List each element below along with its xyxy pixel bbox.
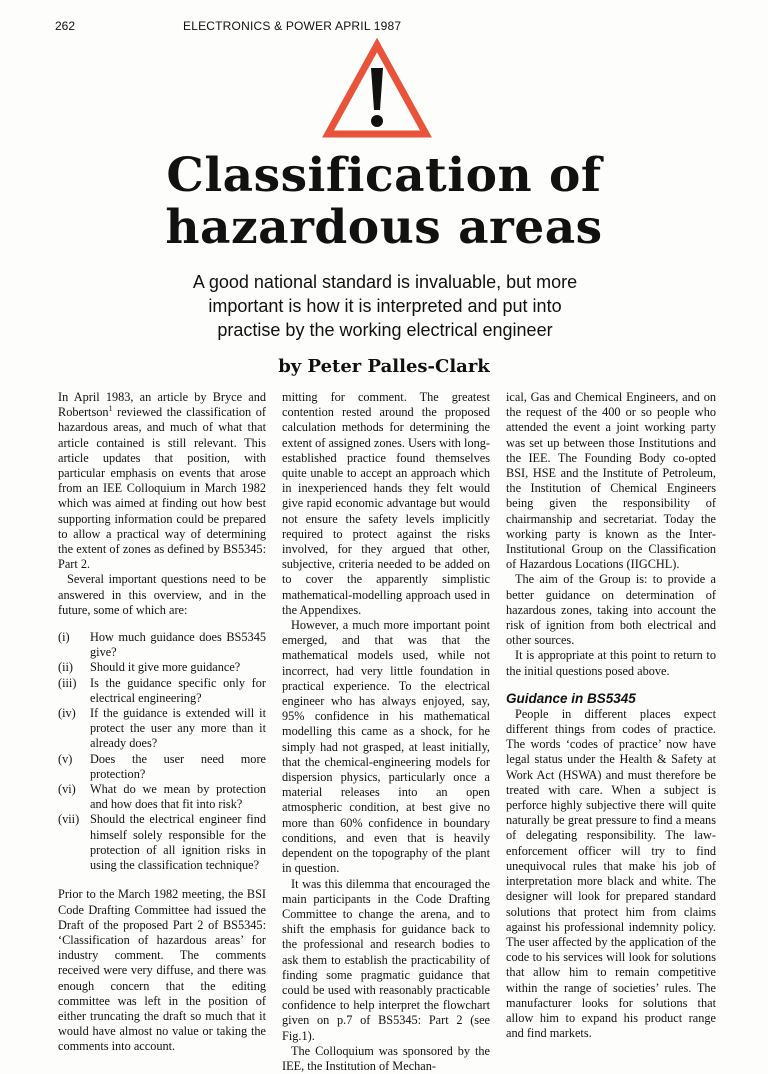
paragraph: Prior to the March 1982 meeting, the BSI Code Drafting Committee had issued the Draft of the proposed Part 2 of BS5345: ‘Classification of hazardous areas’ for industry comment. The comments received were very diffuse, and there was enough concern that the editing committee was left in the position of either truncating the draft so much that it would have almost no value or taking the comments into account. [58, 887, 266, 1054]
warning-triangle-icon [322, 38, 432, 140]
list-item: (v) Does the user need more protection? [58, 751, 266, 781]
paragraph: It was this dilemma that encouraged the main participants in the Code Drafting Committee to change the arena, and to shift the emphasis for guidance back to the professional and research bodies to ask them to establish the practicability of finding some pragmatic guidance that could be used with reasonably practicable confidence to help interpret the flowchart given on p.7 of BS5345: Part 2 (see Fig.1). [282, 876, 490, 1043]
author-byline: by Peter Palles-Clark [278, 356, 490, 377]
reference-superscript: 1 [108, 404, 113, 414]
text-column-1 [58, 390, 266, 1054]
list-item: (vi) What do we mean by protection and how does that fit into risk? [58, 782, 266, 812]
section-heading: Guidance in BS5345 [506, 690, 636, 706]
paragraph: The aim of the Group is: to provide a better guidance on determination of hazardous zones, taking into account the risk of ignition from both electrical and other sources. [506, 572, 716, 648]
paragraph: It is appropriate at this point to return to the initial questions posed above. [506, 648, 716, 678]
page-number: 262 [55, 19, 76, 33]
paragraph: In April 1983, an article by Bryce and Robertson$^1$ reviewed the classification of hazardous areas, and much of what that article contained is still relevant. This article updates that position, with particular emphasis on events that arose from an IEE Colloquium in March 1982 which was aimed at finding out how best supporting information could be prepared to allow a practical way of determining the extent of zones as defined by BS5345: Part 2. [58, 390, 266, 572]
article-standfirst: A good national standard is invaluable, but more important is how it is interpreted and put into practise by the working electrical engineer [192, 272, 578, 340]
running-header [0, 19, 768, 39]
list-item: (ii) Should it give more guidance? [58, 660, 241, 675]
paragraph: Several important questions need to be answered in this overview, and in the future, some of which are: [58, 572, 266, 617]
text-column-3 [506, 390, 716, 1041]
list-item: (i) How much guidance does BS5345 give? [58, 630, 266, 660]
question-list [58, 630, 266, 873]
paragraph: However, a much more important point emerged, and that was that the mathematical models used, while not incorrect, had very little foundation in practical experience. To the electrical engineer who has always enjoyed, say, 95% confidence in his mathematical modelling this came as a shock, for he simply had not grasped, at least initially, that the chemical-engineering models for dispersion physics, particularly once a material releases into an open atmospheric condition, at best give no more than 60% confidence in boundary conditions, and even that is heavily dependent on the topography of the plant in question. [282, 618, 490, 876]
list-item: (iv) If the guidance is extended will it protect the user any more than it already does? [58, 706, 266, 751]
article-title: Classification of hazardous areas [165, 148, 603, 255]
paragraph: The Colloquium was sponsored by the IEE, the Institution of Mechan- [282, 1043, 490, 1073]
text-column-2 [282, 390, 490, 1073]
paragraph: ical, Gas and Chemical Engineers, and on the request of the 400 or so people who attended the event a joint working party was set up between those Institutions and the IEE. The Founding Body co-opted BSI, HSE and the Institute of Petroleum, the Institution of Chemical Engineers being given the responsibility of chairmanship and secretariat. Today the working party is known as the Inter-Institutional Group on the Classification of Hazardous Locations (IIGCHL). [506, 390, 716, 572]
list-item: (iii) Is the guidance specific only for electrical engineering? [58, 675, 266, 705]
journal-title: ELECTRONICS & POWER APRIL 1987 [183, 19, 402, 33]
list-item: (vii) Should the electrical engineer find himself solely responsible for the protection of all ignition risks in using the classification technique? [58, 812, 266, 873]
paragraph: mitting for comment. The greatest contention rested around the proposed calculation methods for determining the extent of assigned zones. Users with long-established practice found themselves quite unable to accept an approach which in inexperienced hands they felt would give rapid economic advantage but would not ensure the safety levels implicitly required to protect against the risks involved, for they argued that other, subjective, criteria needed to be added on to cover the apparently simplistic mathematical-modelling approach used in the Appendixes. [282, 390, 490, 617]
paragraph: People in different places expect different things from codes of practice. The words ‘codes of practice’ now have legal status under the Health & Safety at Work Act (HSWA) and must therefore be treated with care. When a subject is perforce highly subjective there will quite naturally be great pressure to find a means of delegating responsibility. The law-enforcement officer will try to find unequivocal rules that make his job of interpretation more black and white. The designer will look for prepared standard solutions that protect him from claims against his professional indemnity policy. The user affected by the application of the code to his services will look for solutions that allow him to remain competitive within the range of societies’ rules. The manufacturer looks for solutions that allow him to expand his product range and find markets. [506, 706, 716, 1041]
